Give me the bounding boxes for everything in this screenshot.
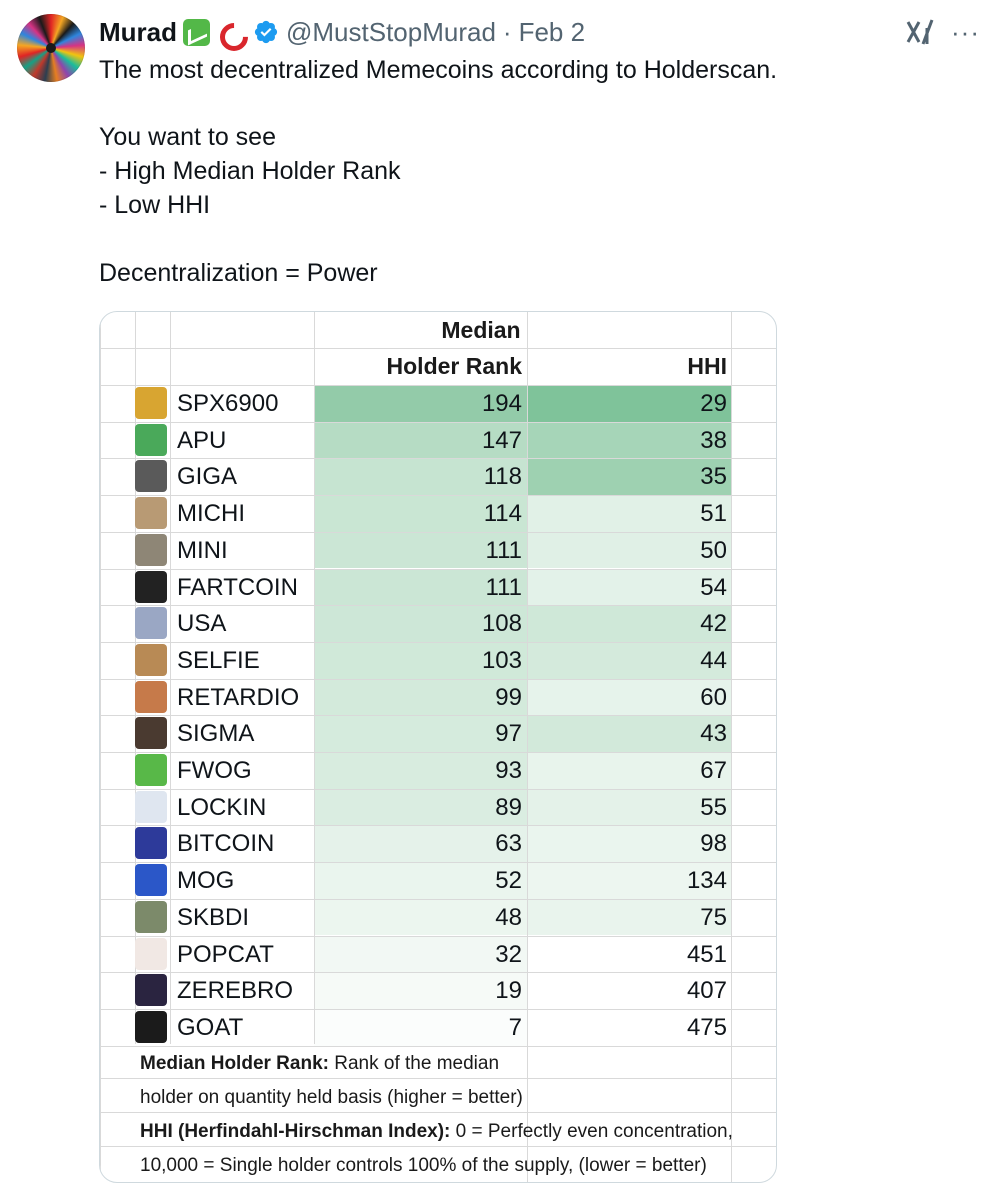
- hhi-value: 44: [700, 646, 727, 674]
- median-rank-value: 194: [481, 390, 522, 417]
- coin-logo-icon: [135, 791, 167, 823]
- median-rank-value: 7: [508, 1013, 522, 1041]
- coin-name: BITCOIN: [177, 830, 275, 858]
- coin-name: APU: [177, 426, 227, 454]
- median-rank-value: 103: [481, 646, 522, 674]
- note-hhi-line1: [140, 1121, 733, 1143]
- hhi-value: 54: [700, 573, 727, 601]
- note-hhi-bold: HHI (Herfindahl-Hirschman Index):: [140, 1121, 451, 1142]
- coin-name: POPCAT: [177, 940, 274, 968]
- coin-name: SKBDI: [177, 903, 250, 931]
- hhi-value: 407: [686, 977, 727, 1005]
- grid-line-h: [100, 789, 776, 790]
- grid-line-h: [100, 1009, 776, 1010]
- coin-logo-icon: [135, 938, 167, 970]
- coin-logo-icon: [135, 424, 167, 456]
- author-name[interactable]: Murad: [99, 16, 177, 47]
- grid-line-h: [100, 605, 776, 606]
- grid-line-h: [100, 972, 776, 973]
- grid-line-h: [100, 422, 776, 423]
- hhi-value: 35: [700, 463, 727, 491]
- grid-line-v: [100, 312, 101, 1182]
- coin-name: SIGMA: [177, 720, 255, 748]
- coin-name: GOAT: [177, 1013, 244, 1041]
- coin-name: ZEREBRO: [177, 977, 294, 1005]
- coin-logo-icon: [135, 864, 167, 896]
- note-median-bold: Median Holder Rank:: [140, 1053, 329, 1074]
- note-median-line2: holder on quantity held basis (higher = better): [140, 1087, 523, 1108]
- separator-dot: ·: [502, 16, 512, 47]
- grid-line-h: [100, 642, 776, 643]
- coin-name: SELFIE: [177, 646, 260, 674]
- grid-line-v: [314, 312, 315, 1044]
- coin-logo-icon: [135, 644, 167, 676]
- tweet-text-line-5: Decentralization = Power: [99, 259, 378, 287]
- hhi-value: 98: [700, 830, 727, 858]
- coin-logo-icon: [135, 497, 167, 529]
- coin-name: MOG: [177, 867, 235, 895]
- hhi-value: 55: [700, 793, 727, 821]
- note-hhi-line2: 10,000 = Single holder controls 100% of the supply, (lower = better): [140, 1155, 707, 1176]
- grid-line-h: [100, 1078, 776, 1079]
- grid-line-h: [100, 825, 776, 826]
- coin-name: RETARDIO: [177, 683, 300, 711]
- coin-logo-icon: [135, 534, 167, 566]
- median-rank-value: 114: [483, 500, 522, 528]
- coin-logo-icon: [135, 717, 167, 749]
- median-rank-value: 19: [495, 977, 522, 1005]
- magnet-emoji-icon: [216, 19, 246, 46]
- median-rank-value: 111: [485, 573, 522, 601]
- tweet-text-line-3: - High Median Holder Rank: [99, 157, 401, 185]
- median-rank-value: 89: [495, 793, 522, 821]
- hhi-value: 43: [700, 720, 727, 748]
- coin-logo-icon: [135, 607, 167, 639]
- grid-line-h: [100, 1112, 776, 1113]
- note-hhi-text1: 0 = Perfectly even concentration,: [450, 1121, 733, 1142]
- median-rank-value: 111: [485, 536, 522, 564]
- coin-name: MICHI: [177, 500, 245, 528]
- grid-line-h: [100, 532, 776, 533]
- author-handle[interactable]: @MustStopMurad: [286, 16, 496, 47]
- hhi-value: 451: [686, 940, 727, 968]
- grid-line-v: [170, 312, 171, 1044]
- median-rank-value: 118: [483, 463, 522, 491]
- grid-line-v: [135, 312, 136, 1044]
- grid-line-h: [100, 1146, 776, 1147]
- grid-line-h: [100, 569, 776, 570]
- hhi-value: 134: [686, 867, 727, 895]
- grid-line-h: [100, 679, 776, 680]
- tweet-header: [99, 14, 585, 50]
- coin-logo-icon: [135, 387, 167, 419]
- median-rank-value: 32: [495, 940, 522, 968]
- median-rank-value: 99: [495, 683, 522, 711]
- grid-line-h: [100, 936, 776, 937]
- grid-line-h: [100, 1046, 776, 1047]
- coin-name: FARTCOIN: [177, 573, 298, 601]
- hhi-value: 75: [700, 903, 727, 931]
- grok-icon[interactable]: [905, 18, 937, 46]
- coin-name: FWOG: [177, 757, 252, 784]
- coin-name: SPX6900: [177, 390, 279, 417]
- hhi-value: 475: [686, 1013, 727, 1041]
- coin-logo-icon: [135, 681, 167, 713]
- header-median-line2: Holder Rank: [386, 353, 522, 379]
- grid-line-v: [731, 312, 732, 1182]
- coin-name: USA: [177, 610, 227, 638]
- grid-line-h: [100, 715, 776, 716]
- median-rank-value: 48: [495, 903, 522, 931]
- coin-logo-icon: [135, 460, 167, 492]
- more-options-icon[interactable]: ···: [951, 17, 980, 47]
- hhi-value: 51: [700, 500, 727, 528]
- hhi-value: 67: [700, 757, 727, 784]
- grid-line-h: [100, 458, 776, 459]
- median-rank-value: 108: [481, 610, 522, 638]
- median-rank-value: 63: [495, 830, 522, 858]
- median-rank-value: 93: [495, 757, 522, 784]
- grid-line-h: [100, 862, 776, 863]
- coin-logo-icon: [135, 1011, 167, 1043]
- header-median-line1: Median: [441, 317, 521, 343]
- hhi-value: 60: [700, 683, 727, 711]
- tweet-text-line-1: The most decentralized Memecoins according to Holderscan.: [99, 56, 778, 84]
- table-image[interactable]: [99, 311, 777, 1183]
- hhi-value: 38: [700, 426, 727, 454]
- coin-name: LOCKIN: [177, 793, 267, 821]
- tweet-date[interactable]: Feb 2: [518, 16, 586, 47]
- coin-logo-icon: [135, 827, 167, 859]
- chart-emoji-icon: [183, 19, 210, 46]
- coin-name: MINI: [177, 536, 228, 564]
- median-rank-value: 52: [495, 867, 522, 895]
- grid-line-h: [100, 495, 776, 496]
- grid-line-h: [100, 348, 776, 349]
- author-avatar[interactable]: [17, 14, 85, 82]
- coin-logo-icon: [135, 974, 167, 1006]
- tweet-text-line-2: You want to see: [99, 123, 276, 151]
- coin-logo-icon: [135, 571, 167, 603]
- coin-logo-icon: [135, 754, 167, 786]
- grid-line-h: [100, 899, 776, 900]
- note-median-line1: [140, 1053, 499, 1075]
- hhi-value: 42: [700, 610, 727, 638]
- header-hhi: HHI: [687, 353, 727, 379]
- median-rank-value: 97: [495, 720, 522, 748]
- median-rank-value: 147: [481, 426, 522, 454]
- verified-badge-icon: [253, 19, 279, 45]
- note-median-text1: Rank of the median: [328, 1053, 500, 1074]
- hhi-value: 29: [700, 390, 727, 417]
- hhi-value: 50: [700, 536, 727, 564]
- grid-line-h: [100, 385, 776, 386]
- grid-line-h: [100, 752, 776, 753]
- grid-line-v: [776, 312, 777, 1182]
- coin-logo-icon: [135, 901, 167, 933]
- coin-name: GIGA: [177, 463, 238, 491]
- grid-line-v: [527, 312, 528, 1182]
- tweet-text-line-4: - Low HHI: [99, 191, 211, 219]
